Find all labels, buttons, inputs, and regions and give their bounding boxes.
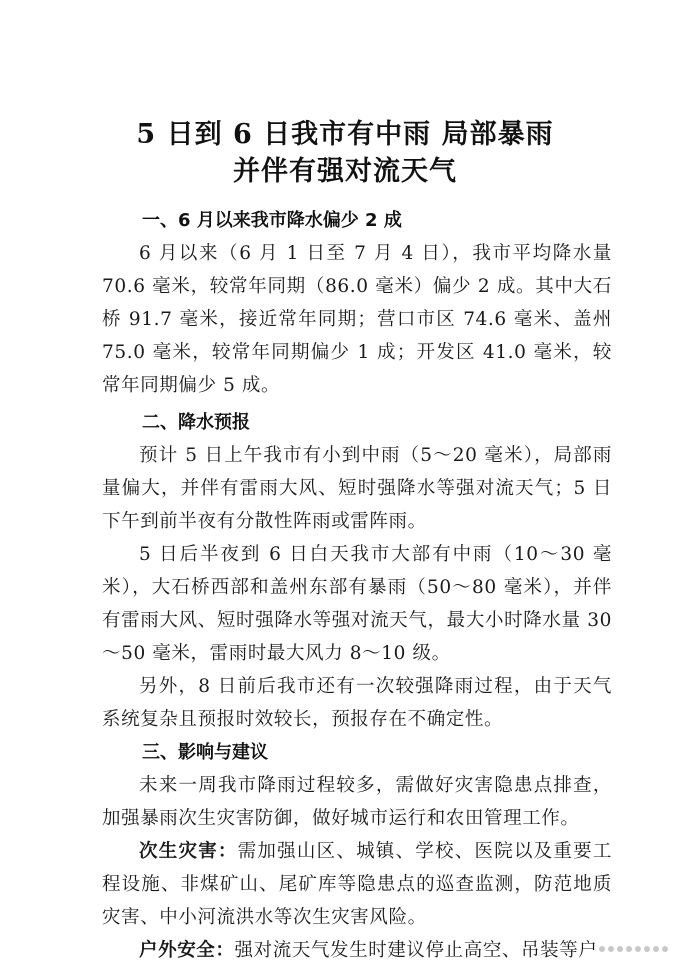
section3-paragraph1: 未来一周我市降雨过程较多，需做好灾害隐患点排查，加强暴雨次生灾害防御，做好城市运行和农田管理工作。 bbox=[102, 775, 612, 829]
outdoor-safety-text: 强对流天气发生时建议停止高空、吊装等户 bbox=[234, 940, 598, 961]
section3-paragraph3 bbox=[102, 934, 612, 967]
secondary-disaster-text: 需加强山区、城镇、学校、医院以及重要工程设施、非煤矿山、尾矿库等隐患点的巡查监测，防范地质灾害、中小河流洪水等次生灾害风险。 bbox=[102, 841, 612, 928]
document-title-line2: 并伴有强对流天气 bbox=[233, 156, 457, 187]
section3-paragraph2 bbox=[102, 835, 612, 934]
section2-paragraph2: 5 日后半夜到 6 日白天我市大部有中雨（10～30 毫米），大石桥西部和盖州东部有暴雨（50～80 毫米），并伴有雷雨大风、短时强降水等强对流天气，最大小时降水量 30～50 毫米，雷雨时最大风力 8～10 级。 bbox=[102, 544, 612, 664]
section3-heading: 三、影响与建议 bbox=[142, 742, 268, 763]
outdoor-safety-label: 户外安全： bbox=[139, 940, 235, 961]
secondary-disaster-label: 次生灾害： bbox=[139, 841, 238, 862]
watermark-dots bbox=[599, 946, 668, 952]
section1-paragraph1: 6 月以来（6 月 1 日至 7 月 4 日），我市平均降水量 70.6 毫米，较常年同期（86.0 毫米）偏少 2 成。其中大石桥 91.7 毫米，接近常年同期；营口市区 74.6 毫米、盖州 75.0 毫米，较常年同期偏少 1 成；开发区 41.0 毫米，较常年同期偏少 5 成。 bbox=[102, 243, 612, 396]
section2-paragraph3: 另外，8 日前后我市还有一次较强降雨过程，由于天气系统复杂且预报时效较长，预报存在不确定性。 bbox=[102, 676, 612, 730]
section1-heading: 一、6 月以来我市降水偏少 2 成 bbox=[142, 210, 402, 231]
section2-heading: 二、降水预报 bbox=[142, 412, 250, 433]
document-title-line1: 5 日到 6 日我市有中雨 局部暴雨 bbox=[136, 119, 554, 150]
document-body bbox=[102, 204, 612, 967]
section2-paragraph1: 预计 5 日上午我市有小到中雨（5～20 毫米），局部雨量偏大，并伴有雷雨大风、短时强降水等强对流天气；5 日下午到前半夜有分散性阵雨或雷阵雨。 bbox=[102, 445, 612, 532]
